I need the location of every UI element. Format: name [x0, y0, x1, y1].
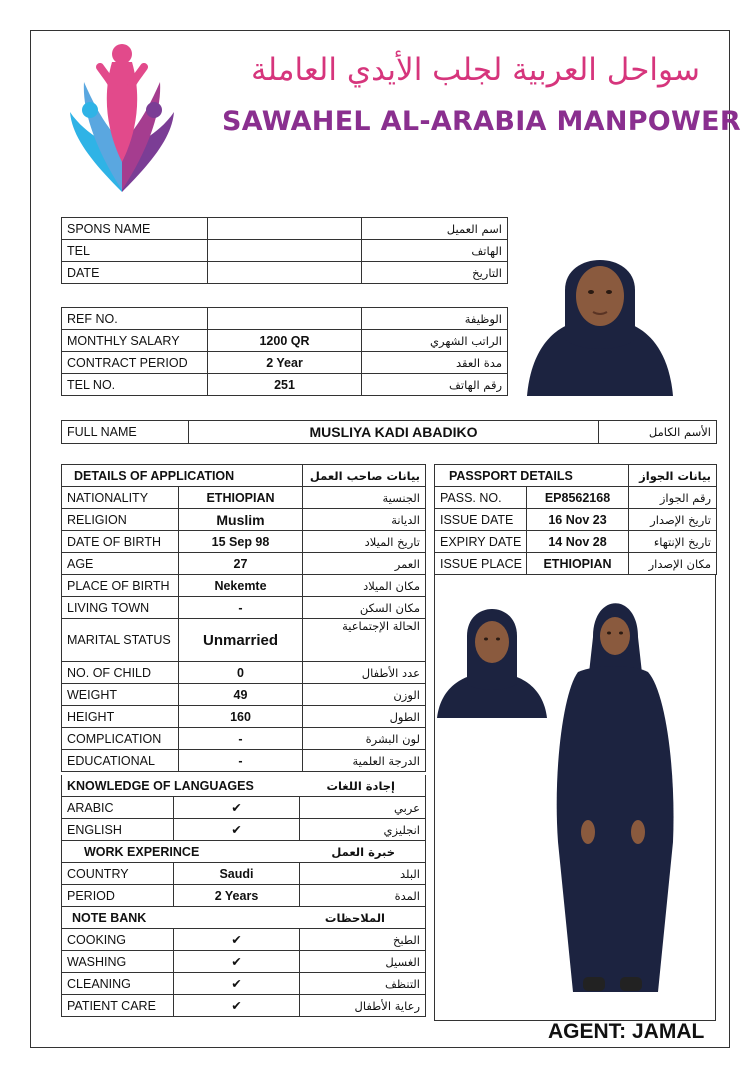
salary-value: 1200 QR: [208, 330, 362, 352]
period-label-ar: المدة: [300, 885, 426, 907]
living-town-value: -: [179, 597, 303, 619]
country-label: COUNTRY: [62, 863, 174, 885]
table-row: [62, 995, 426, 1017]
dob-label-ar: تاريخ الميلاد: [303, 531, 426, 553]
table-row: [435, 553, 717, 575]
agent-label: AGENT: JAMAL: [548, 1020, 705, 1043]
table-row: [62, 597, 426, 619]
educational-label: EDUCATIONAL: [62, 750, 179, 772]
cooking-label: COOKING: [62, 929, 174, 951]
company-title-arabic: سواحل العربية لجلب الأيدي العاملة: [251, 52, 700, 88]
patient-care-label-ar: رعاية الأطفال: [300, 995, 426, 1017]
place-of-birth-label: PLACE OF BIRTH: [62, 575, 179, 597]
table-row: [62, 885, 426, 907]
sponsor-tel-label-ar: الهاتف: [362, 240, 508, 262]
languages-header: KNOWLEDGE OF LANGUAGES: [62, 775, 300, 797]
table-row: [435, 487, 717, 509]
languages-table: [61, 775, 426, 1017]
salary-label-ar: الراتب الشهري: [362, 330, 508, 352]
children-label: NO. OF CHILD: [62, 662, 179, 684]
marital-status-label: MARITAL STATUS: [62, 619, 179, 662]
table-row: [62, 929, 426, 951]
cooking-check-icon: ✔: [174, 929, 300, 951]
headshot-photo: [437, 592, 547, 718]
nationality-value: ETHIOPIAN: [179, 487, 303, 509]
sponsor-date-value: [208, 262, 362, 284]
nationality-label-ar: الجنسية: [303, 487, 426, 509]
children-value: 0: [179, 662, 303, 684]
notes-header: NOTE BANK: [62, 907, 300, 929]
period-value: 2 Years: [174, 885, 300, 907]
contract-period-label-ar: مدة العقد: [362, 352, 508, 374]
salary-label: MONTHLY SALARY: [62, 330, 208, 352]
job-table: [61, 307, 508, 396]
table-row: [62, 973, 426, 995]
religion-label-ar: الديانة: [303, 509, 426, 531]
sponsor-tel-label: TEL: [62, 240, 208, 262]
height-label-ar: الطول: [303, 706, 426, 728]
complication-label: COMPLICATION: [62, 728, 179, 750]
patient-care-label: PATIENT CARE: [62, 995, 174, 1017]
age-label: AGE: [62, 553, 179, 575]
table-row: [62, 308, 508, 330]
full-name-value: MUSLIYA KADI ABADIKO: [189, 421, 599, 444]
ref-no-label-ar: الوظيفة: [362, 308, 508, 330]
table-row: [62, 262, 508, 284]
weight-label-ar: الوزن: [303, 684, 426, 706]
company-title-english: SAWAHEL AL-ARABIA MANPOWER: [222, 106, 741, 137]
sponsor-name-value: [208, 218, 362, 240]
sponsor-table: [61, 217, 508, 284]
table-row: [62, 750, 426, 772]
dob-value: 15 Sep 98: [179, 531, 303, 553]
table-row: [62, 619, 426, 662]
dob-label: DATE OF BIRTH: [62, 531, 179, 553]
weight-label: WEIGHT: [62, 684, 179, 706]
table-row: [62, 240, 508, 262]
patient-care-check-icon: ✔: [174, 995, 300, 1017]
washing-label: WASHING: [62, 951, 174, 973]
table-row: [435, 465, 717, 487]
sponsor-name-label: SPONS NAME: [62, 218, 208, 240]
religion-label: RELIGION: [62, 509, 179, 531]
english-check-icon: ✔: [174, 819, 300, 841]
sponsor-date-label-ar: التاريخ: [362, 262, 508, 284]
application-header: DETAILS OF APPLICATION: [62, 465, 303, 487]
living-town-label-ar: مكان السكن: [303, 597, 426, 619]
issue-place-value: ETHIOPIAN: [527, 553, 629, 575]
tel-no-label: TEL NO.: [62, 374, 208, 396]
table-row: [62, 218, 508, 240]
tel-no-label-ar: رقم الهاتف: [362, 374, 508, 396]
age-label-ar: العمر: [303, 553, 426, 575]
full-name-table: [61, 420, 717, 444]
table-row: [62, 819, 426, 841]
issue-place-label: ISSUE PLACE: [435, 553, 527, 575]
work-header-ar: خبرة العمل: [300, 841, 426, 863]
issue-date-label-ar: تاريخ الإصدار: [629, 509, 717, 531]
table-row: [435, 531, 717, 553]
sponsor-tel-value: [208, 240, 362, 262]
expiry-date-value: 14 Nov 28: [527, 531, 629, 553]
table-row: [62, 728, 426, 750]
table-row: [62, 684, 426, 706]
cooking-label-ar: الطبخ: [300, 929, 426, 951]
pass-no-label: PASS. NO.: [435, 487, 527, 509]
sponsor-date-label: DATE: [62, 262, 208, 284]
table-row: [62, 330, 508, 352]
table-row: [62, 374, 508, 396]
languages-header-ar: إجادة اللغات: [300, 775, 426, 797]
full-name-label: FULL NAME: [62, 421, 189, 444]
table-row: [62, 487, 426, 509]
expiry-date-label: EXPIRY DATE: [435, 531, 527, 553]
contract-period-value: 2 Year: [208, 352, 362, 374]
children-label-ar: عدد الأطفال: [303, 662, 426, 684]
age-value: 27: [179, 553, 303, 575]
company-logo-icon: [52, 42, 192, 192]
ref-no-label: REF NO.: [62, 308, 208, 330]
passport-table: [434, 464, 717, 575]
table-row: [62, 662, 426, 684]
table-row: [62, 797, 426, 819]
table-row: [62, 465, 426, 487]
ref-no-value: [208, 308, 362, 330]
full-body-photo: [548, 592, 678, 1014]
issue-place-label-ar: مكان الإصدار: [629, 553, 717, 575]
table-row: [62, 553, 426, 575]
arabic-check-icon: ✔: [174, 797, 300, 819]
height-label: HEIGHT: [62, 706, 179, 728]
table-row: [62, 421, 717, 444]
expiry-date-label-ar: تاريخ الإنتهاء: [629, 531, 717, 553]
arabic-label-ar: عربي: [300, 797, 426, 819]
cleaning-label-ar: التنظف: [300, 973, 426, 995]
religion-value: Muslim: [179, 509, 303, 531]
table-row: [62, 951, 426, 973]
place-of-birth-label-ar: مكان الميلاد: [303, 575, 426, 597]
table-row: [435, 509, 717, 531]
nationality-label: NATIONALITY: [62, 487, 179, 509]
contract-period-label: CONTRACT PERIOD: [62, 352, 208, 374]
height-value: 160: [179, 706, 303, 728]
marital-status-label-ar: الحالة الإجتماعية: [303, 619, 426, 662]
table-row: [62, 531, 426, 553]
notes-header-ar: الملاحظات: [300, 907, 426, 929]
table-row: [62, 863, 426, 885]
passport-header-ar: بيانات الجواز: [629, 465, 717, 487]
table-row: [62, 575, 426, 597]
place-of-birth-value: Nekemte: [179, 575, 303, 597]
tel-no-value: 251: [208, 374, 362, 396]
work-header: WORK EXPERINCE: [62, 841, 300, 863]
washing-check-icon: ✔: [174, 951, 300, 973]
english-label: ENGLISH: [62, 819, 174, 841]
application-header-ar: بيانات صاحب العمل: [303, 465, 426, 487]
country-label-ar: البلد: [300, 863, 426, 885]
table-row: [62, 775, 426, 797]
table-row: [62, 907, 426, 929]
complication-value: -: [179, 728, 303, 750]
educational-value: -: [179, 750, 303, 772]
pass-no-value: EP8562168: [527, 487, 629, 509]
application-details-table: [61, 464, 426, 772]
country-value: Saudi: [174, 863, 300, 885]
english-label-ar: انجليزي: [300, 819, 426, 841]
sponsor-name-label-ar: اسم العميل: [362, 218, 508, 240]
table-row: [62, 352, 508, 374]
passport-header: PASSPORT DETAILS: [435, 465, 629, 487]
issue-date-value: 16 Nov 23: [527, 509, 629, 531]
issue-date-label: ISSUE DATE: [435, 509, 527, 531]
washing-label-ar: الغسيل: [300, 951, 426, 973]
full-name-label-ar: الأسم الكامل: [599, 421, 717, 444]
complication-label-ar: لون البشرة: [303, 728, 426, 750]
table-row: [62, 841, 426, 863]
living-town-label: LIVING TOWN: [62, 597, 179, 619]
arabic-label: ARABIC: [62, 797, 174, 819]
weight-value: 49: [179, 684, 303, 706]
marital-status-value: Unmarried: [179, 619, 303, 662]
table-row: [62, 509, 426, 531]
portrait-photo: [517, 230, 683, 396]
period-label: PERIOD: [62, 885, 174, 907]
pass-no-label-ar: رقم الجواز: [629, 487, 717, 509]
cleaning-check-icon: ✔: [174, 973, 300, 995]
cleaning-label: CLEANING: [62, 973, 174, 995]
table-row: [62, 706, 426, 728]
educational-label-ar: الدرجة العلمية: [303, 750, 426, 772]
